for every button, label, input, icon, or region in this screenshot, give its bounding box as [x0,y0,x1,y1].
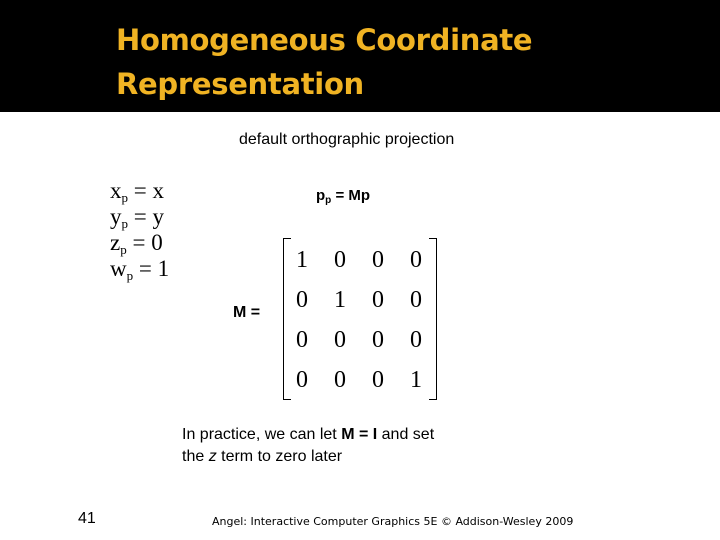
eq-var: w [110,256,127,281]
matrix-cell: 0 [410,327,422,353]
eq-rhs: = 1 [133,256,170,281]
coordinate-equations [110,178,169,282]
footer-credit: Angel: Interactive Computer Graphics 5E © Addison-Wesley 2009 [212,515,574,528]
equation-x [110,178,169,204]
subtitle: default orthographic projection [239,131,455,148]
eq-rhs: = y [128,204,164,229]
eq-sub: p [120,242,127,257]
matrix-cell: 0 [334,327,346,353]
right-bracket [429,238,437,400]
matrix-cell: 1 [334,287,346,313]
matrix-cell: 0 [372,327,384,353]
note-italic: z [208,448,217,465]
pp-sub: p [325,195,332,206]
eq-var: y [110,204,122,229]
matrix-cell: 0 [410,247,422,273]
note-bold: M = I [341,426,378,443]
title-bar [0,0,720,112]
note-text: and set [377,426,435,443]
eq-sub: p [121,190,128,205]
matrix-cell: 0 [296,367,308,393]
eq-rhs: = 0 [126,230,163,255]
projection-equation [316,187,370,204]
equation-z [110,230,169,256]
eq-sub: p [121,216,128,231]
equation-w [110,256,169,282]
practice-note [182,424,434,468]
matrix-cell: 1 [296,247,308,273]
eq-var: z [110,230,121,255]
matrix-cell: 0 [296,327,308,353]
pp-lhs: p [316,187,326,204]
eq-rhs: = x [128,178,164,203]
page-number: 41 [78,510,96,527]
pp-rhs: = Mp [331,187,371,204]
eq-sub: p [126,268,134,283]
matrix-cell: 0 [372,247,384,273]
matrix-cell: 0 [334,367,346,393]
matrix-cell: 1 [410,367,422,393]
title-line-1: Homogeneous Coordinate [116,23,533,57]
matrix-cell: 0 [372,367,384,393]
note-text: term to zero later [216,448,343,465]
matrix-cell: 0 [334,247,346,273]
matrix-cell: 0 [410,287,422,313]
title-line-2: Representation [116,67,364,101]
matrix-cell: 0 [372,287,384,313]
slide-title [116,18,532,106]
equation-y [110,204,169,230]
matrix-cell: 0 [296,287,308,313]
eq-var: x [110,178,122,203]
note-text: the [182,448,209,465]
note-text: In practice, we can let [182,426,342,443]
matrix-label: M = [233,304,261,321]
projection-matrix [283,238,437,400]
